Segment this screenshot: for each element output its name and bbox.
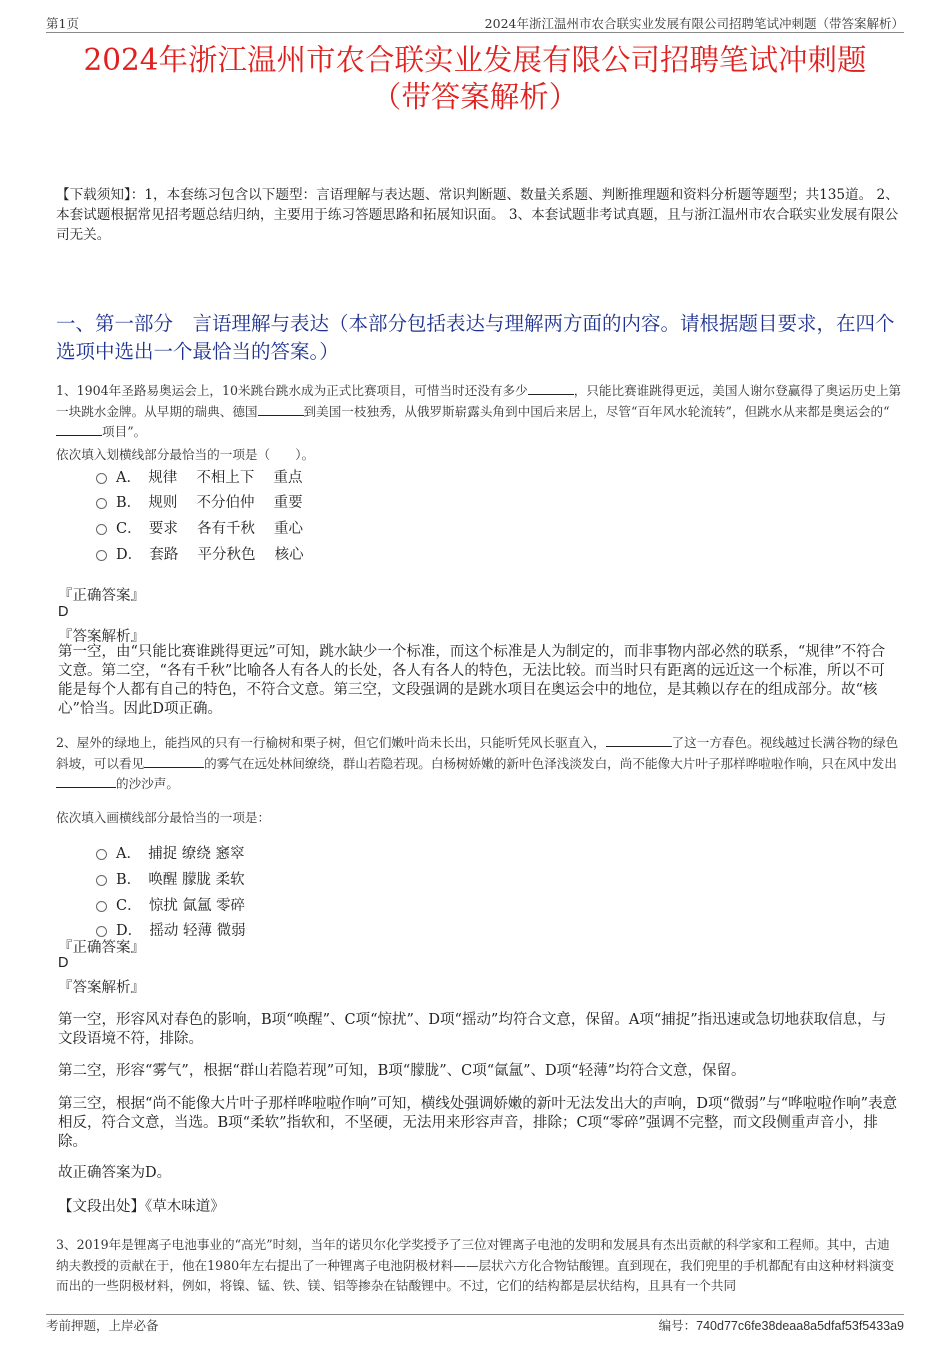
q1-analysis: 第一空，由“只能比赛谁跳得更远”可知，跳水缺少一个标准，而这个标准是人为制定的，而非事物内部必然的联系，“规律”不符合文意。第二空，“各有千秋”比喻各人有各人的长处，各人有各人的特色，无法比较。而当时只有距离的远近这一个标准，所以不可能是每个人都有自己的特色，不符合文意。第三空，文段强调的是跳水项目在奥运会中的地位，是其赖以存在的组成部分。故“核心”恰当。因此D项正确。 [58, 644, 886, 717]
q2-option-a[interactable]: A． 捕捉 缭绕 窸窣 [96, 842, 244, 863]
section-title: 一、第一部分 言语理解与表达（本部分包括表达与理解两方面的内容。请根据题目要求，在四个选项中选出一个最恰当的答案。） [56, 312, 895, 363]
radio-icon[interactable] [96, 473, 107, 484]
blank-1 [528, 394, 574, 395]
title-line-2: （带答案解析） [371, 80, 579, 114]
q2-answer: D [58, 955, 69, 971]
q1-correct-answer-label: 『正确答案』 [58, 588, 145, 604]
page-number: 第1页 [46, 16, 79, 31]
footer-code: 编号：740d77c6fe38deaa8a5dfaf53f5433a9 [658, 1318, 904, 1333]
q2-correct-answer-label: 『正确答案』 [58, 940, 145, 956]
question-1-prompt: 依次填入划横线部分最恰当的一项是（ ）。 [56, 447, 315, 462]
q1-analysis-label: 『答案解析』 [58, 629, 145, 645]
blank-1 [606, 746, 672, 747]
q2-option-b[interactable]: B． 唤醒 朦胧 柔软 [96, 868, 245, 889]
q2-analysis-paragraph-3: 第三空，根据“尚不能像大片叶子那样哗啦啦作响”可知，横线处强调娇嫩的新叶无法发出大的声响，D项“微弱”与“哗啦啦作响”表意相反，符合文意，当选。B项“柔软”指软和，不坚硬，无法用来形容声音，排除；C项“零碎”强调不完整，而文段侧重声音小，排除。 [58, 1096, 898, 1150]
footer-slogan: 考前押题，上岸必备 [46, 1318, 159, 1333]
q2-analysis-label: 『答案解析』 [58, 980, 145, 996]
page-header [46, 12, 904, 33]
q1-option-d[interactable]: D． 套路 平分秋色 核心 [96, 543, 304, 564]
q1-option-b[interactable]: B． 规则 不分伯仲 重要 [96, 491, 303, 512]
download-notice: 【下载须知】：1，本套练习包含以下题型：言语理解与表达题、常识判断题、数量关系题、判断推理题和资料分析题等题型；共135道。 2、本套试题根据常见招考题总结归纳，主要用于练习答题思路和拓展知识面。 3、本套试题非考试真题，且与浙江温州市农合联实业发展有限公司无关。 [56, 187, 899, 243]
q2-analysis-paragraph-4: 故正确答案为D。 [58, 1165, 172, 1181]
page-footer [46, 1314, 904, 1331]
blank-2 [258, 415, 304, 416]
radio-icon[interactable] [96, 524, 107, 535]
q1-option-a[interactable]: A． 规律 不相上下 重点 [96, 466, 302, 487]
title-line-1: 2024年浙江温州市农合联实业发展有限公司招聘笔试冲刺题 [83, 43, 867, 77]
question-1-text: 1、1904年圣路易奥运会上，10米跳台跳水成为正式比赛项目，可惜当时还没有多少 ，只能比赛谁跳得更远，美国人谢尔登赢得了奥运历史上第一块跳水金牌。从早期的瑞典、德国 到美国一枝独秀，从俄罗斯崭露头角到中国后来居上，尽管“百年风水轮流转”，但跳水从来都是奥运会的“项目”。 [56, 383, 902, 439]
question-2-text: 2、屋外的绿地上，能挡风的只有一行榆树和栗子树，但它们嫩叶尚未长出，只能听凭风长驱直入， 了这一方春色。视线越过长满谷物的绿色斜坡，可以看见 的雾气在远处林间缭绕，群山若隐若现。白杨树娇嫩的新叶色泽浅淡发白，尚不能像大片叶子那样哗啦啦作响，只在风中发出的沙沙声。 [56, 735, 899, 791]
header-doc-title: 2024年浙江温州市农合联实业发展有限公司招聘笔试冲刺题（带答案解析） [484, 16, 904, 31]
radio-icon[interactable] [96, 901, 107, 912]
radio-icon[interactable] [96, 875, 107, 886]
q2-analysis-paragraph-2: 第二空，形容“雾气”，根据“群山若隐若现”可知，B项“朦胧”、C项“氤氲”、D项“轻薄”均符合文意，保留。 [58, 1063, 746, 1079]
blank-2 [144, 767, 204, 768]
radio-icon[interactable] [96, 498, 107, 509]
q2-source: 【文段出处】《草木味道》 [58, 1199, 225, 1215]
radio-icon[interactable] [96, 849, 107, 860]
q1-option-c[interactable]: C． 要求 各有千秋 重心 [96, 517, 303, 538]
blank-3 [56, 787, 116, 788]
q2-option-d[interactable]: D． 摇动 轻薄 微弱 [96, 919, 246, 940]
question-2-prompt: 依次填入画横线部分最恰当的一项是： [56, 810, 271, 825]
radio-icon[interactable] [96, 550, 107, 561]
question-3-text: 3、2019年是锂离子电池事业的“高光”时刻，当年的诺贝尔化学奖授予了三位对锂离子电池的发明和发展具有杰出贡献的科学家和工程师。其中，古迪纳夫教授的贡献在于，他在1980年左右提出了一种锂离子电池阴极材料——层状六方化合物钴酸锂。直到现在，我们兜里的手机都配有由这种材料演变而出的一些阴极材料，例如，将镍、锰、铁、镁、铝等掺杂在钴酸锂中。不过，它们的结构都是层状结构，且具有一个共同 [56, 1237, 895, 1293]
blank-3 [56, 435, 102, 436]
q2-analysis-paragraph-1: 第一空，形容风对春色的影响，B项“唤醒”、C项“惊扰”、D项“摇动”均符合文意，保留。A项“捕捉”指迅速或急切地获取信息，与文段语境不符，排除。 [58, 1012, 887, 1047]
q2-option-c[interactable]: C． 惊扰 氤氲 零碎 [96, 894, 245, 915]
document-title [40, 42, 910, 116]
q1-answer: D [58, 604, 69, 620]
